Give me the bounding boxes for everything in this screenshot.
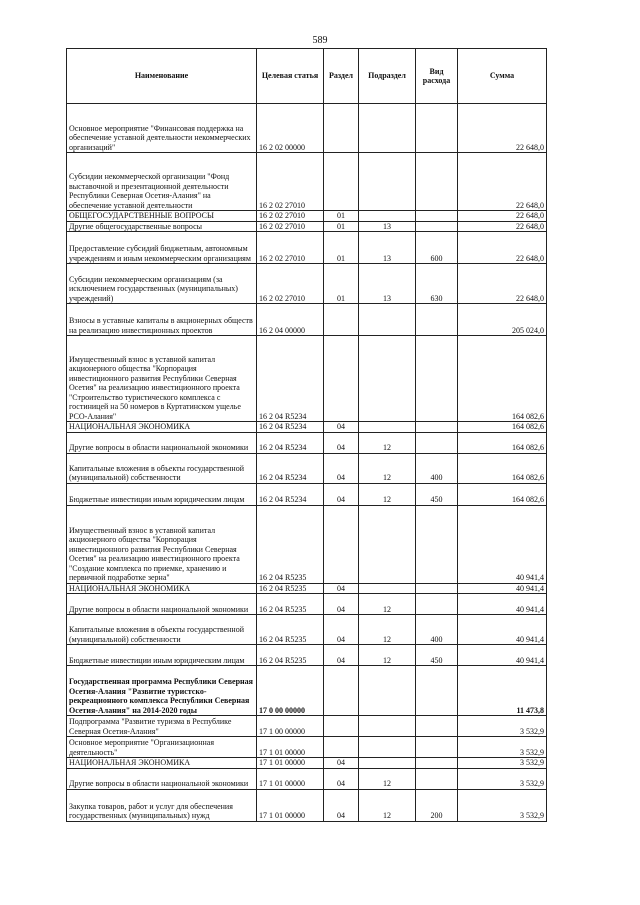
- row-section: 04: [324, 645, 359, 666]
- row-sum: 22 648,0: [458, 211, 547, 222]
- row-name: Капитальные вложения в объекты государственной (муниципальной) собственности: [67, 615, 257, 645]
- row-section: 01: [324, 221, 359, 232]
- row-expense-type: [416, 221, 458, 232]
- row-target-article: 16 2 02 27010: [257, 232, 324, 264]
- row-target-article: 16 2 04 R5234: [257, 336, 324, 422]
- row-target-article: 16 2 04 R5235: [257, 583, 324, 594]
- row-section: 04: [324, 615, 359, 645]
- row-expense-type: [416, 422, 458, 433]
- row-target-article: 16 2 04 R5234: [257, 453, 324, 483]
- row-sum: 3 532,9: [458, 758, 547, 769]
- row-section: [324, 104, 359, 153]
- row-name: НАЦИОНАЛЬНАЯ ЭКОНОМИКА: [67, 583, 257, 594]
- row-name: Взносы в уставные капиталы в акционерных обществ на реализацию инвестиционных проектов: [67, 304, 257, 336]
- table-row: [67, 737, 547, 758]
- header-name: Наименование: [67, 49, 257, 104]
- row-sum: 40 941,4: [458, 505, 547, 583]
- row-sum: 3 532,9: [458, 737, 547, 758]
- table-row: [67, 221, 547, 232]
- row-sum: 164 082,6: [458, 336, 547, 422]
- row-subsection: [359, 666, 416, 716]
- table-row: [67, 594, 547, 615]
- row-subsection: [359, 104, 416, 153]
- row-sum: 22 648,0: [458, 104, 547, 153]
- row-subsection: 13: [359, 221, 416, 232]
- page-number: 589: [312, 35, 328, 46]
- row-expense-type: [416, 505, 458, 583]
- row-subsection: [359, 336, 416, 422]
- row-sum: 205 024,0: [458, 304, 547, 336]
- table-row: [67, 432, 547, 453]
- row-target-article: 16 2 04 R5235: [257, 615, 324, 645]
- row-expense-type: 630: [416, 264, 458, 304]
- row-expense-type: [416, 594, 458, 615]
- row-section: 01: [324, 232, 359, 264]
- row-target-article: 17 1 00 00000: [257, 716, 324, 737]
- row-name: Субсидии некоммерческим организациям (за исключением государственных (муниципальных) учреждений): [67, 264, 257, 304]
- row-target-article: 17 1 01 00000: [257, 737, 324, 758]
- row-section: 01: [324, 264, 359, 304]
- row-name: ОБЩЕГОСУДАРСТВЕННЫЕ ВОПРОСЫ: [67, 211, 257, 222]
- row-name: Другие вопросы в области национальной экономики: [67, 594, 257, 615]
- row-subsection: 13: [359, 232, 416, 264]
- row-expense-type: [416, 666, 458, 716]
- row-name: Другие вопросы в области национальной экономики: [67, 432, 257, 453]
- header-section: Раздел: [324, 49, 359, 104]
- table-row: [67, 232, 547, 264]
- row-expense-type: [416, 211, 458, 222]
- table-row: [67, 336, 547, 422]
- row-expense-type: 200: [416, 789, 458, 821]
- row-section: [324, 153, 359, 211]
- row-subsection: 12: [359, 594, 416, 615]
- row-subsection: 12: [359, 645, 416, 666]
- row-name: Подпрограмма "Развитие туризма в Республике Северная Осетия-Алания": [67, 716, 257, 737]
- table-row: [67, 615, 547, 645]
- row-expense-type: [416, 336, 458, 422]
- row-sum: 3 532,9: [458, 789, 547, 821]
- row-name: НАЦИОНАЛЬНАЯ ЭКОНОМИКА: [67, 422, 257, 433]
- row-target-article: 16 2 02 27010: [257, 153, 324, 211]
- table-row: [67, 453, 547, 483]
- row-sum: 164 082,6: [458, 422, 547, 433]
- row-section: 04: [324, 453, 359, 483]
- row-target-article: 16 2 04 R5235: [257, 505, 324, 583]
- row-name: Бюджетные инвестиции иным юридическим лицам: [67, 645, 257, 666]
- row-section: 01: [324, 211, 359, 222]
- row-subsection: 13: [359, 264, 416, 304]
- row-section: 04: [324, 432, 359, 453]
- row-subsection: 12: [359, 432, 416, 453]
- row-expense-type: 450: [416, 483, 458, 505]
- row-name: Основное мероприятие "Организационная деятельность": [67, 737, 257, 758]
- row-section: [324, 666, 359, 716]
- row-expense-type: 600: [416, 232, 458, 264]
- row-subsection: [359, 737, 416, 758]
- row-name: Имущественный взнос в уставной капитал акционерного общества "Корпорация инвестиционного развития Республики Северная Осетия" на реализацию инвестиционного проекта "Строительство туристического комплекса с гостиницей на 50 номеров в Куртатинском ущелье РСО-Алания": [67, 336, 257, 422]
- row-target-article: 16 2 02 00000: [257, 104, 324, 153]
- row-target-article: 16 2 04 R5235: [257, 594, 324, 615]
- row-target-article: 17 0 00 00000: [257, 666, 324, 716]
- table-row: [67, 666, 547, 716]
- row-name: Закупка товаров, работ и услуг для обеспечения государственных (муниципальных) нужд: [67, 789, 257, 821]
- row-subsection: [359, 505, 416, 583]
- row-sum: 164 082,6: [458, 483, 547, 505]
- row-target-article: 16 2 04 R5234: [257, 483, 324, 505]
- row-section: [324, 336, 359, 422]
- row-subsection: [359, 758, 416, 769]
- table-row: [67, 483, 547, 505]
- row-target-article: 16 2 04 R5235: [257, 645, 324, 666]
- row-sum: 40 941,4: [458, 583, 547, 594]
- table-row: [67, 645, 547, 666]
- row-subsection: 12: [359, 768, 416, 789]
- row-target-article: 17 1 01 00000: [257, 789, 324, 821]
- row-target-article: 17 1 01 00000: [257, 768, 324, 789]
- table-row: [67, 758, 547, 769]
- row-subsection: [359, 153, 416, 211]
- row-sum: 22 648,0: [458, 153, 547, 211]
- row-subsection: [359, 422, 416, 433]
- table-row: [67, 153, 547, 211]
- table-row: [67, 422, 547, 433]
- row-section: [324, 505, 359, 583]
- row-sum: 11 473,8: [458, 666, 547, 716]
- header-target-article: Целевая статья: [257, 49, 324, 104]
- table-header-row: [67, 49, 547, 104]
- row-target-article: 17 1 01 00000: [257, 758, 324, 769]
- table-row: [67, 211, 547, 222]
- table-row: [67, 789, 547, 821]
- row-name: Основное мероприятие "Финансовая поддержка на обеспечение уставной деятельности некоммерческих организаций": [67, 104, 257, 153]
- table-row: [67, 583, 547, 594]
- row-name: Другие общегосударственные вопросы: [67, 221, 257, 232]
- row-expense-type: [416, 758, 458, 769]
- row-sum: 164 082,6: [458, 432, 547, 453]
- row-expense-type: 400: [416, 615, 458, 645]
- row-target-article: 16 2 04 R5234: [257, 432, 324, 453]
- header-subsection: Подраздел: [359, 49, 416, 104]
- row-subsection: 12: [359, 789, 416, 821]
- row-section: [324, 737, 359, 758]
- row-sum: 22 648,0: [458, 221, 547, 232]
- row-name: Капитальные вложения в объекты государственной (муниципальной) собственности: [67, 453, 257, 483]
- row-section: [324, 304, 359, 336]
- row-section: 04: [324, 594, 359, 615]
- row-target-article: 16 2 02 27010: [257, 221, 324, 232]
- row-target-article: 16 2 02 27010: [257, 211, 324, 222]
- row-target-article: 16 2 04 00000: [257, 304, 324, 336]
- row-expense-type: [416, 432, 458, 453]
- row-sum: 164 082,6: [458, 453, 547, 483]
- row-expense-type: [416, 716, 458, 737]
- header-expense-type: Вид расхода: [416, 49, 458, 104]
- row-expense-type: [416, 304, 458, 336]
- table-row: [67, 716, 547, 737]
- row-sum: 22 648,0: [458, 232, 547, 264]
- row-expense-type: 450: [416, 645, 458, 666]
- row-name: Другие вопросы в области национальной экономики: [67, 768, 257, 789]
- row-sum: 3 532,9: [458, 716, 547, 737]
- row-sum: 40 941,4: [458, 645, 547, 666]
- row-subsection: [359, 583, 416, 594]
- row-subsection: 12: [359, 615, 416, 645]
- row-name: Государственная программа Республики Северная Осетия-Алания "Развитие туристско-рекреационного комплекса Республики Северная Осетия-Алания" на 2014-2020 годы: [67, 666, 257, 716]
- row-name: НАЦИОНАЛЬНАЯ ЭКОНОМИКА: [67, 758, 257, 769]
- table-row: [67, 768, 547, 789]
- row-subsection: [359, 304, 416, 336]
- row-section: [324, 716, 359, 737]
- table-row: [67, 505, 547, 583]
- row-expense-type: [416, 104, 458, 153]
- row-expense-type: 400: [416, 453, 458, 483]
- row-section: 04: [324, 422, 359, 433]
- row-subsection: [359, 716, 416, 737]
- row-section: 04: [324, 758, 359, 769]
- row-name: Предоставление субсидий бюджетным, автономным учреждениям и иным некоммерческим организациям: [67, 232, 257, 264]
- row-section: 04: [324, 583, 359, 594]
- table-row: [67, 104, 547, 153]
- budget-table: [66, 48, 547, 822]
- row-expense-type: [416, 583, 458, 594]
- row-subsection: [359, 211, 416, 222]
- row-section: 04: [324, 483, 359, 505]
- row-subsection: 12: [359, 453, 416, 483]
- row-sum: 3 532,9: [458, 768, 547, 789]
- row-target-article: 16 2 02 27010: [257, 264, 324, 304]
- row-sum: 40 941,4: [458, 594, 547, 615]
- row-target-article: 16 2 04 R5234: [257, 422, 324, 433]
- row-sum: 40 941,4: [458, 615, 547, 645]
- row-name: Субсидии некоммерческой организации "Фонд выставочной и презентационной деятельности Республики Северная Осетия-Алания" на обеспечение уставной деятельности: [67, 153, 257, 211]
- table-row: [67, 304, 547, 336]
- row-section: 04: [324, 789, 359, 821]
- row-expense-type: [416, 153, 458, 211]
- row-name: Бюджетные инвестиции иным юридическим лицам: [67, 483, 257, 505]
- row-expense-type: [416, 768, 458, 789]
- row-sum: 22 648,0: [458, 264, 547, 304]
- row-name: Имущественный взнос в уставной капитал акционерного общества "Корпорация инвестиционного развития Республики Северная Осетия" на реализацию инвестиционного проекта "Создание комплекса по приемке, хранению и первичной подработке зерна": [67, 505, 257, 583]
- header-sum: Сумма: [458, 49, 547, 104]
- table-row: [67, 264, 547, 304]
- row-expense-type: [416, 737, 458, 758]
- row-subsection: 12: [359, 483, 416, 505]
- row-section: 04: [324, 768, 359, 789]
